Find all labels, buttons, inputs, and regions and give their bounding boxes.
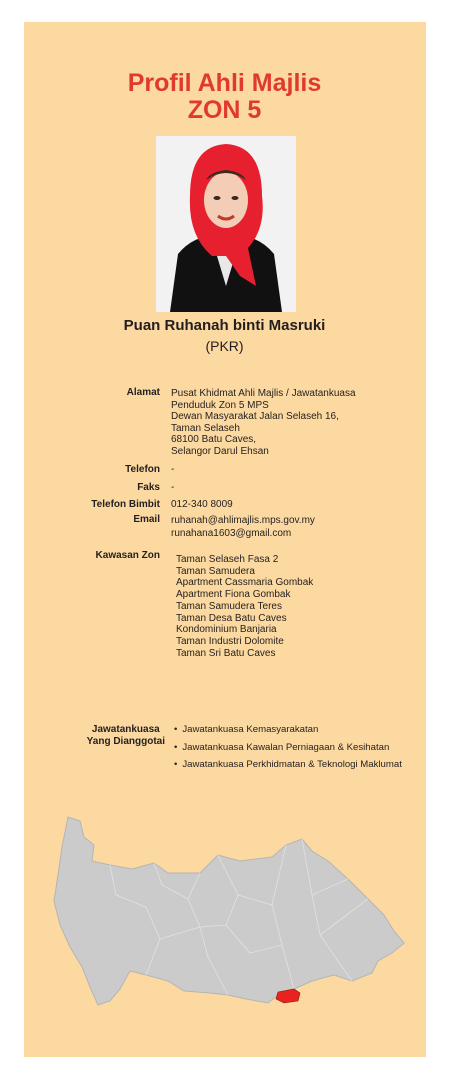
zone-area-list [176,554,313,659]
committee-text: Jawatankuasa Kawalan Perniagaan & Kesihatan [182,742,390,753]
committee-label-line: Yang Dianggotai [86,736,165,747]
committee-label [87,724,165,748]
committee-label-line: Jawatankuasa [91,724,160,735]
zone-item: Taman Samudera Teres [176,600,282,612]
zone-item: Apartment Cassmaria Gombak [176,577,314,589]
zone-item: Kondominium Banjaria [176,624,277,636]
fax-value: - [171,482,175,493]
zone-item: Taman Industri Dolomite [176,635,284,647]
address-line: Selangor Darul Ehsan [171,445,269,457]
zone-item: Taman Desa Batu Caves [176,612,287,624]
phone-label: Telefon [125,464,160,475]
zone-item: Taman Samudera [176,565,255,577]
committee-item [174,724,318,735]
member-photo [156,136,296,312]
committee-text: Jawatankuasa Perkhidmatan & Teknologi Maklumat [182,759,402,770]
address-line: Dewan Masyarakat Jalan Selaseh 16, [171,411,339,423]
committee-item [174,759,402,770]
zone-map [50,815,412,1015]
zone-area-label: Kawasan Zon [95,550,160,561]
member-name: Puan Ruhanah binti Masruki [123,317,326,334]
mobile-value: 012-340 8009 [171,499,233,510]
page-title-line-1: Profil Ahli Majlis [127,69,322,97]
email-label: Email [133,514,160,525]
page-title-line-2: ZON 5 [187,96,262,124]
fax-label: Faks [137,482,160,493]
phone-value: - [171,464,175,475]
address-line: Pusat Khidmat Ahli Majlis / Jawatankuasa [171,388,356,399]
email-value [171,515,315,540]
zone-item: Apartment Fiona Gombak [176,589,291,601]
committee-item [174,742,389,753]
address-line: Penduduk Zon 5 MPS [171,399,269,411]
email-address[interactable]: ruhanah@ahlimajlis.mps.gov.my [171,515,315,526]
committee-text: Jawatankuasa Kemasyarakatan [182,724,319,735]
bullet-icon: • [174,759,178,770]
bullet-icon: • [174,742,178,753]
address-label: Alamat [126,387,160,398]
address-line: Taman Selaseh [171,422,240,434]
member-party: (PKR) [205,338,244,354]
address-line: 68100 Batu Caves, [171,434,257,446]
zone-item: Taman Selaseh Fasa 2 [176,554,279,565]
email-address[interactable]: runahana1603@gmail.com [171,527,292,539]
mobile-label: Telefon Bimbit [91,499,160,510]
bullet-icon: • [174,724,178,735]
address-value [171,388,356,458]
zone-item: Taman Sri Batu Caves [176,647,276,659]
